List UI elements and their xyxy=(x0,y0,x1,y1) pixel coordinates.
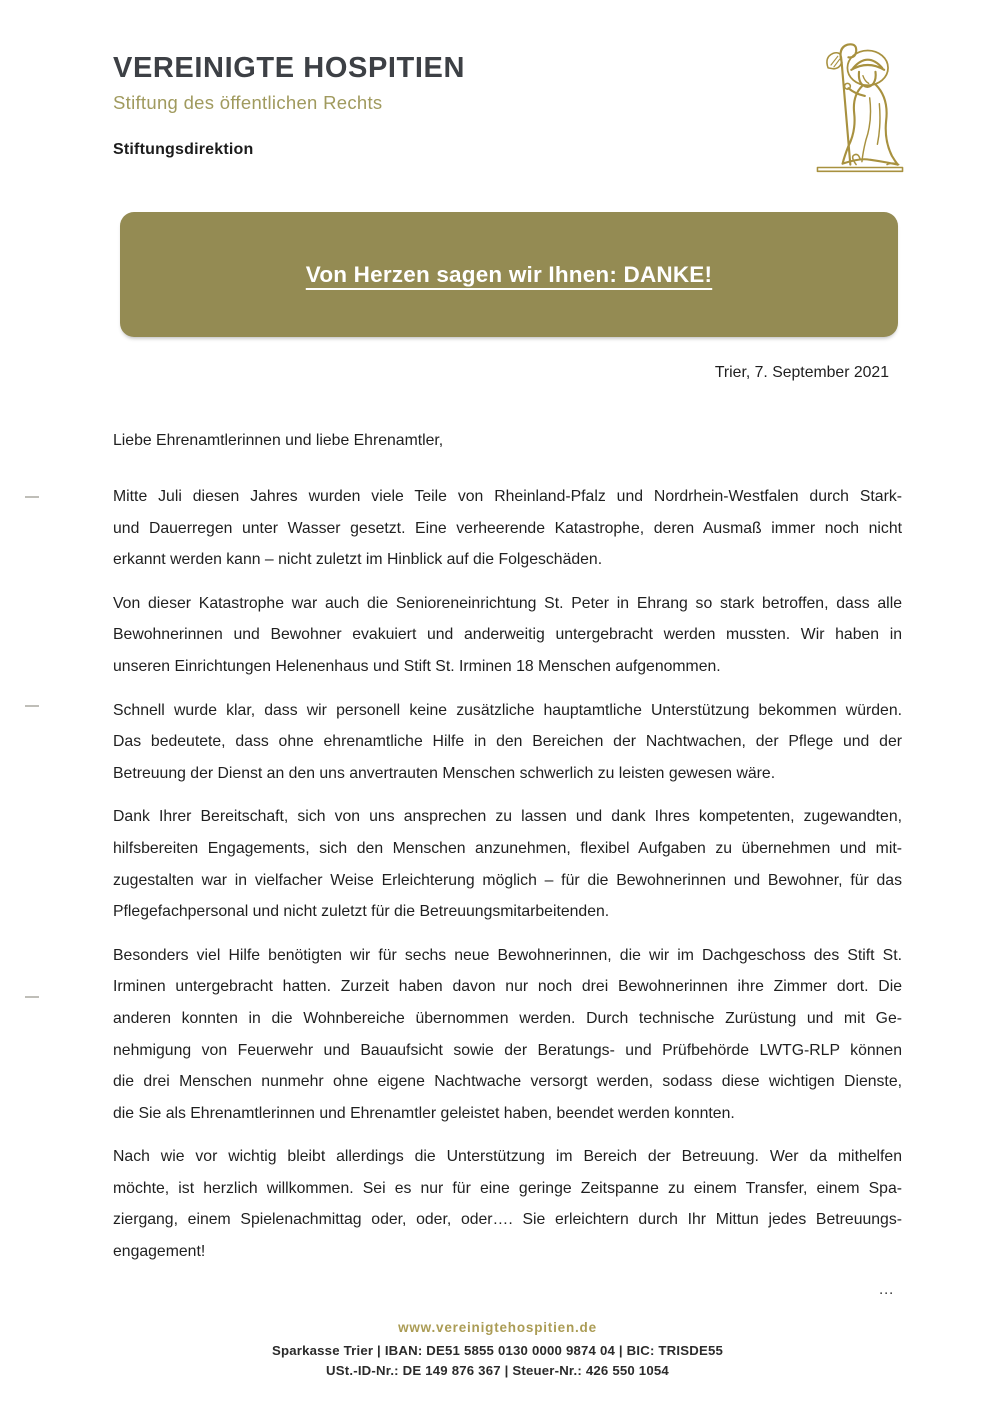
continuation-mark: … xyxy=(878,1280,894,1298)
paragraph-line: Nach wie vor wichtig bleibt allerdings die Unterstützung im Bereich der Betreuung. Wer da mithelfen xyxy=(113,1148,902,1166)
paragraph-line: Schnell wurde klar, dass wir personell keine zusätzliche hauptamtliche Unterstützung bekommen würden. xyxy=(113,701,902,719)
org-subtitle: Stiftung des öffentlichen Rechts xyxy=(113,92,383,113)
paragraph-line: anderen konnten in die Wohnbereiche übernommen werden. Durch technische Zurüstung und mit Ge- xyxy=(113,1009,902,1027)
letter-body xyxy=(113,481,902,1268)
paragraph-line: und Dauerregen unter Wasser gesetzt. Eine verheerende Katastrophe, deren Ausmaß immer noch nicht xyxy=(113,519,902,537)
org-name: VEREINIGTE HOSPITIEN xyxy=(113,52,465,84)
website-url: www.vereinigtehospitien.de xyxy=(398,1320,597,1335)
paragraph xyxy=(113,588,902,683)
paragraph-line: möchte, ist herzlich willkommen. Sei es nur für eine geringe Zeitspanne zu einem Transfer, einem Spa- xyxy=(113,1179,902,1197)
banner-title: Von Herzen sagen wir Ihnen: DANKE! xyxy=(305,261,713,287)
paragraph-line: Irminen untergebracht hatten. Zurzeit haben davon nur noch drei Bewohnerinnen ihre Zimmer dort. Die xyxy=(113,978,902,996)
letter-footer xyxy=(0,1320,995,1378)
fold-mark xyxy=(25,996,39,998)
letter-content xyxy=(113,337,902,1305)
paragraph-line: erkannt werden kann – nicht zuletzt im Hinblick auf die Folgeschäden. xyxy=(113,551,603,569)
tax-details: USt.-ID-Nr.: DE 149 876 367 | Steuer-Nr.: 426 550 1054 xyxy=(326,1363,669,1378)
paragraph-line: Von dieser Katastrophe war auch die Senioreneinrichtung St. Peter in Ehrang so stark betroffen, dass alle xyxy=(113,594,902,612)
department-label: Stiftungsdirektion xyxy=(113,141,254,158)
paragraph-line: Betreuung der Dienst an den uns anvertrauten Menschen schwerlich zu leisten gewesen wäre. xyxy=(113,764,776,782)
paragraph xyxy=(113,1141,902,1267)
paragraph-line: Besonders viel Hilfe benötigten wir für sechs neue Bewohnerinnen, die wir im Dachgeschoss des Stift St. xyxy=(113,946,902,964)
paragraph-line: Mitte Juli diesen Jahres wurden viele Teile von Rheinland-Pfalz und Nordrhein-Westfalen durch Stark- xyxy=(113,488,902,505)
salutation: Liebe Ehrenamtlerinnen und liebe Ehrenamtler, xyxy=(113,432,444,449)
paragraph-line: Pflegefachpersonal und nicht zuletzt für die Betreuungsmitarbeitenden. xyxy=(113,903,610,921)
paragraph-line: hilfsbereiten Engagements, sich den Menschen anzunehmen, flexibel Aufgaben zu übernehmen und mit- xyxy=(113,839,902,857)
letterhead xyxy=(113,52,465,159)
paragraph-line: die Sie als Ehrenamtlerinnen und Ehrenamtler geleistet haben, beendet werden konnten. xyxy=(113,1104,735,1122)
dateline: Trier, 7. September 2021 xyxy=(714,364,889,381)
fold-mark xyxy=(25,496,39,498)
paragraph-line: Bewohnerinnen und Bewohner evakuiert und anderweitig untergebracht werden mussten. Wir haben in xyxy=(113,626,902,644)
paragraph xyxy=(113,695,902,790)
paragraph-line: Dank Ihrer Bereitschaft, sich von uns ansprechen zu lassen und dank Ihres kompetenten, zugewandten, xyxy=(113,808,902,826)
center-punch-mark xyxy=(25,705,39,707)
paragraph-line: ziergang, einem Spielenachmittag oder, oder, oder…. Sie erleichtern durch Ihr Mittun jedes Betreuungs- xyxy=(113,1211,902,1229)
paragraph-line: unseren Einrichtungen Helenenhaus und Stift St. Irminen 18 Menschen aufgenommen. xyxy=(113,657,721,675)
paragraph xyxy=(113,481,902,576)
paragraph-line: zugestalten war in vielfacher Weise Erleichterung möglich – für die Bewohnerinnen und Bewohner, für das xyxy=(113,871,902,889)
bank-details: Sparkasse Trier | IBAN: DE51 5855 0130 0000 9874 04 | BIC: TRISDE55 xyxy=(271,1343,724,1358)
paragraph-line: Das bedeutete, dass ohne ehrenamtliche Hilfe in den Bereichen der Nachtwachen, der Pflege und der xyxy=(113,733,902,751)
paragraph-line: die drei Menschen nunmehr ohne eigene Nachtwache versorgt werden, sodass diese wichtigen Dienste, xyxy=(113,1073,902,1091)
thank-you-banner xyxy=(120,212,898,337)
paragraph xyxy=(113,801,902,927)
paragraph-line: nehmigung von Feuerwehr und Bauaufsicht sowie der Beratungs- und Prüfbehörde LWTG-RLP können xyxy=(113,1041,902,1059)
paragraph-line: engagement! xyxy=(113,1243,206,1261)
pilgrim-with-staff-icon xyxy=(810,36,910,181)
paragraph xyxy=(113,940,902,1130)
